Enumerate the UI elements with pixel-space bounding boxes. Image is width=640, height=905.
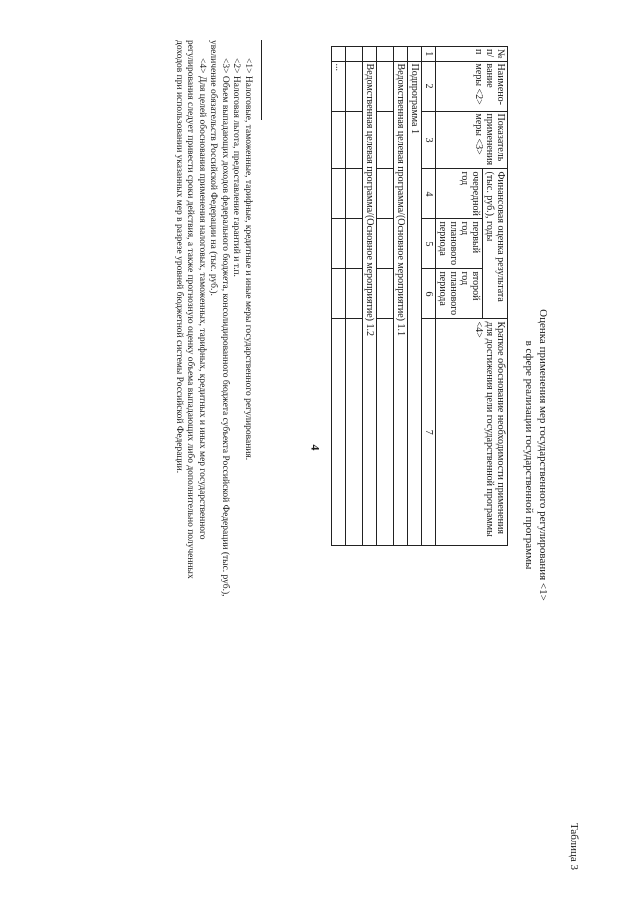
table-label: Таблица 3 <box>568 822 580 870</box>
header-number: № п/п <box>436 47 508 62</box>
table-title: Оценка применения мер государственного регулирования <1> <box>537 309 549 601</box>
rotated-page-content <box>40 40 580 870</box>
footnote-divider <box>261 40 262 120</box>
header-first-plan-year: первый год планового периода <box>436 219 483 269</box>
footnotes <box>173 40 263 600</box>
col-number: 1 <box>422 47 436 62</box>
footnote-1: <1> Налоговые, таможенные, тарифные, кредитные и иные меры государственного регулирования. <box>243 58 253 461</box>
col-number: 4 <box>422 169 436 219</box>
col-number: 5 <box>422 219 436 269</box>
row-ellipsis: ... <box>332 61 346 111</box>
header-next-year: очередной год <box>436 169 483 219</box>
footnote-3: <3> Объем выпадающих доходов федерального бюджета, консолидированного бюджета субъекта Российской Федерации (тыс. руб.), увеличение обязательств Российской Федерации на (тыс. руб.). <box>208 40 230 597</box>
row-subprogram: Подпрограмма 1 <box>408 61 422 545</box>
header-financial-estimate: Финансовая оценка результата (тыс. руб.), годы <box>483 169 508 319</box>
col-number: 6 <box>422 269 436 319</box>
page-number: 4 <box>308 444 323 451</box>
col-number: 2 <box>422 61 436 111</box>
table-subtitle: в сфере реализации государственной программы <box>523 340 535 570</box>
col-number: 3 <box>422 111 436 169</box>
header-justification: Краткое обоснование необходимости применения для достижения цели государственной программы <4> <box>436 319 508 546</box>
footnote-2: <2> Налоговая льгота, предоставление гарантий и т.п. <box>231 58 242 277</box>
header-measure-name: Наимено-вание меры <2> <box>436 61 508 111</box>
footnote-4: <4> Для целей обоснования применения налоговых, таможенных, тарифных, кредитных и иных мер государственного регулирования следует привести сроки действия, а также прогнозную оценку объема выпадающих либо дополнительно полученных доходов при использовании указанных мер в разрезе уровней бюджетной системы Российской Федерации. <box>174 40 207 579</box>
header-second-plan-year: второй год планового периода <box>436 269 483 319</box>
row-department-program-1: Ведомственная целевая программа/(Основное мероприятие) 1.1 <box>394 61 408 545</box>
regulation-table <box>331 46 508 546</box>
col-number: 7 <box>422 319 436 546</box>
header-indicator: Показатель применения меры <3> <box>436 111 508 169</box>
row-department-program-2: Ведомственная целевая программа/(Основное мероприятие) 1.2 <box>363 61 377 545</box>
